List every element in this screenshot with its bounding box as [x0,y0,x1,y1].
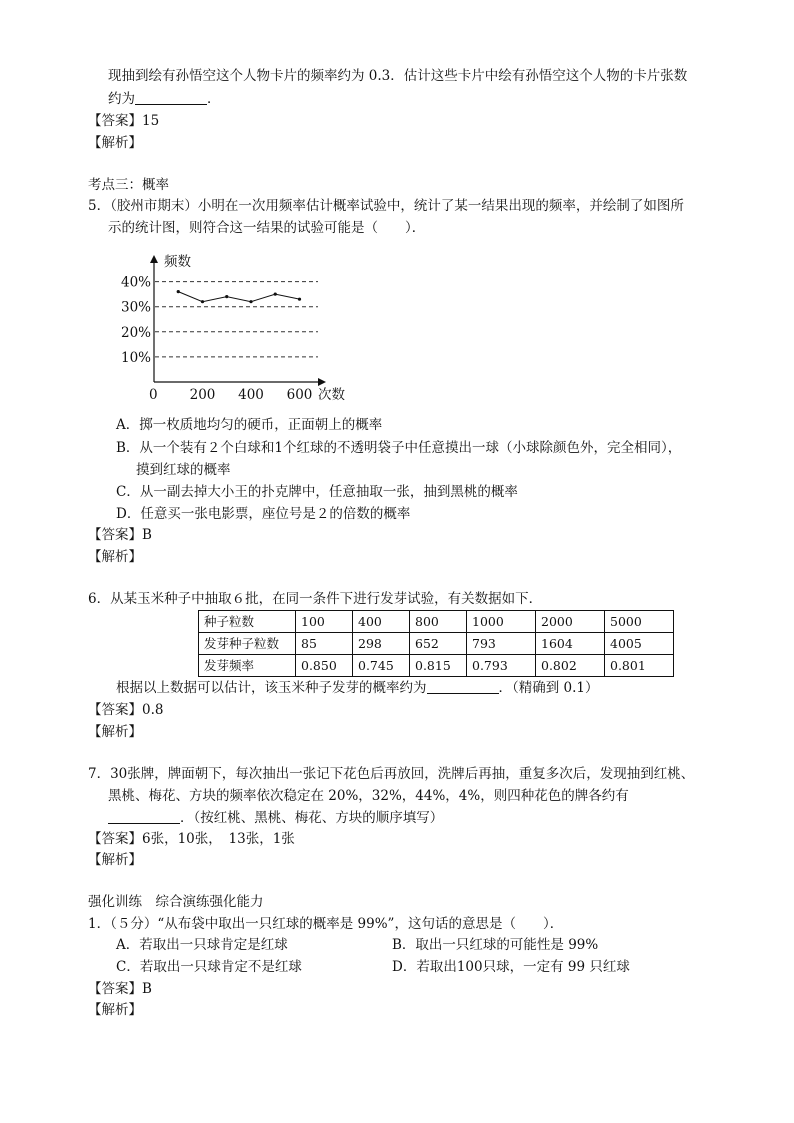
chart-series-line [178,292,299,302]
training-title: 强化训练 综合演练强化能力 [88,894,264,910]
chart-data-point [249,300,252,303]
table-cell: 发芽频率 [199,655,296,677]
table-cell: 发芽种子粒数 [199,633,296,655]
q6-analysis: 【解析】 [88,724,142,740]
table-cell: 种子粒数 [199,611,296,633]
t1-option-b: B．取出一只红球的可能性是 99% [392,937,599,953]
q5-option-b-cont: 摸到红球的概率 [136,462,231,478]
table-cell: 0.801 [605,655,674,677]
answer-blank [427,679,499,694]
chart-data-point [274,293,277,296]
chart-y-axis-arrow [150,255,158,263]
table-cell: 100 [296,611,353,633]
chart-y-tick-label: 20% [120,324,151,341]
table-cell: 298 [353,633,410,655]
chart-data-point [201,300,204,303]
t1-option-d: D．若取出100只球，一定有 99 只红球 [392,959,630,975]
chart-x-label: 次数 [318,387,345,403]
q5-option-a: A．掷一枚质地均匀的硬币，正面朝上的概率 [116,417,383,433]
table-row [199,633,674,655]
table-cell: 85 [296,633,353,655]
chart-y-tick-label: 30% [120,299,151,316]
germination-table [198,610,674,677]
intro-line-2 [108,89,221,110]
t1-answer: 【答案】B [88,981,152,997]
table-cell: 0.802 [536,655,605,677]
t1-line-1: 1．（５分）“从布袋中取出一只红球的概率是 99%”，这句话的意思是（ ）． [88,916,564,932]
q5-option-c: C．从一副去掉大小王的扑克牌中，任意抽取一张，抽到黑桃的概率 [116,484,518,500]
q5-answer: 【答案】B [88,527,152,543]
table-cell: 2000 [536,611,605,633]
intro-analysis: 【解析】 [88,135,142,151]
chart-data-point [298,298,301,301]
table-row [199,611,674,633]
q7-line-3-suffix: ．（按红桃、黑桃、梅花、方块的顺序填写） [180,810,444,826]
table-cell: 0.793 [467,655,536,677]
q5-option-d: D．任意买一张电影票，座位号是２的倍数的概率 [116,506,411,522]
chart-x-tick-label: 600 [286,387,313,403]
table-cell: 793 [467,633,536,655]
q6-line-1: 6．从某玉米种子中抽取６批，在同一条件下进行发芽试验，有关数据如下． [88,591,543,607]
table-cell: 652 [410,633,467,655]
q7-line-3 [108,808,443,829]
q7-answer: 【答案】6张，10张， 13张，1张 [88,831,295,847]
chart-x-tick-label: 400 [238,387,264,403]
answer-blank [135,90,207,105]
q7-analysis: 【解析】 [88,852,142,868]
table-cell: 0.815 [410,655,467,677]
chart-y-tick-label: 40% [120,274,151,291]
table-cell: 400 [353,611,410,633]
table-cell: 0.745 [353,655,410,677]
chart-x-tick-label: 200 [189,387,216,403]
table-cell: 1604 [536,633,605,655]
q5-line-1: 5．（胶州市期末）小明在一次用频率估计概率试验中，统计了某一结果出现的频率，并绘制了如图所 [88,198,684,214]
answer-blank [108,809,180,824]
table-cell: 1000 [467,611,536,633]
q7-line-2: 黑桃、梅花、方块的频率依次稳定在 20%，32%，44%，4%，则四种花色的牌各约有 [108,788,629,804]
table-cell: 4005 [605,633,674,655]
q6-line-2 [116,678,599,699]
table-cell: 800 [410,611,467,633]
intro-line-1: 现抽到绘有孙悟空这个人物卡片的频率约为 0.3．估计这些卡片中绘有孙悟空这个人物的卡片张数 [108,68,688,84]
chart-data-point [177,290,180,293]
q6-line-2-suffix: ．（精确到 0.1） [498,680,599,696]
q5-line-2: 示的统计图，则符合这一结果的试验可能是（ ）． [108,220,426,236]
table-row [199,655,674,677]
q7-line-1: 7．30张牌，牌面朝下，每次抽出一张记下花色后再放回，洗牌后再抽，重复多次后，发现抽到红桃、 [88,766,695,782]
chart-origin-label: 0 [149,387,158,403]
t1-analysis: 【解析】 [88,1002,142,1018]
table-cell: 5000 [605,611,674,633]
intro-line-2-prefix: 约为 [108,91,135,107]
q5-option-b: B．从一个装有２个白球和1个红球的不透明袋子中任意摸出一球（小球除颜色外，完全相同）， [116,440,682,456]
chart-data-point [225,295,228,298]
q5-analysis: 【解析】 [88,549,142,565]
chart-x-axis-arrow [318,378,326,386]
q6-answer: 【答案】0.8 [88,702,164,718]
frequency-line-chart [120,245,360,410]
chart-y-tick-label: 10% [120,349,151,366]
intro-answer: 【答案】15 [88,113,160,129]
t1-option-c: C．若取出一只球肯定不是红球 [116,959,302,975]
t1-option-a: A．若取出一只球肯定是红球 [116,937,288,953]
table-cell: 0.850 [296,655,353,677]
section-title: 考点三：概率 [88,177,169,193]
chart-y-label: 频数 [164,254,191,270]
q6-line-2-prefix: 根据以上数据可以估计，该玉米种子发芽的概率约为 [116,680,427,696]
intro-line-2-suffix: ． [207,91,221,107]
